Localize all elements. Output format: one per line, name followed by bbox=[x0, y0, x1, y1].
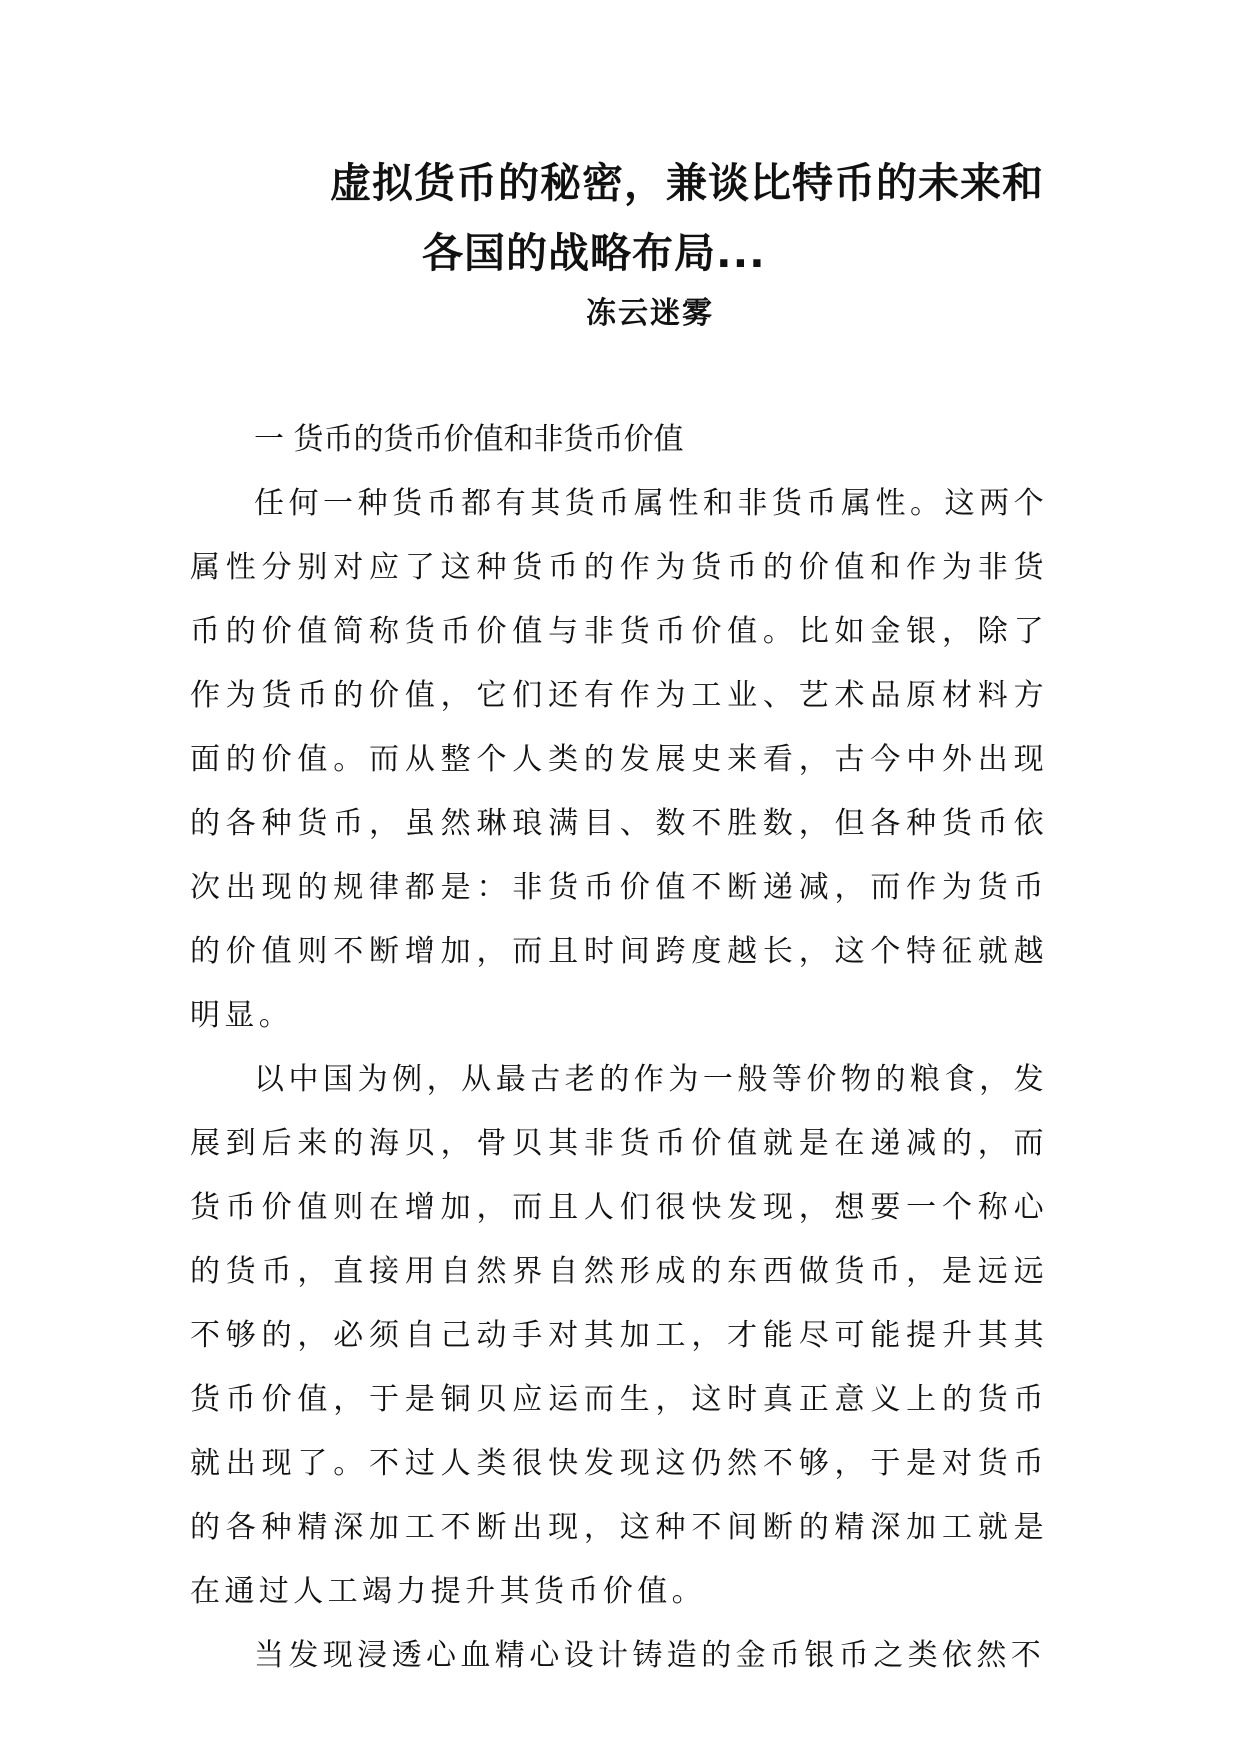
section-heading: 一 货币的货币价值和非货币价值 bbox=[254, 422, 684, 457]
title-line-1: 虚拟货币的秘密，兼谈比特币的未来和 bbox=[330, 159, 1044, 207]
document-title bbox=[190, 148, 1090, 288]
paragraph-1: 任何一种货币都有其货币属性和非货币属性。这两个属性分别对应了这种货币的作为货币的价值和作为非货币的价值简称货币价值与非货币价值。比如金银，除了作为货币的价值，它们还有作为工业、艺术品原材料方面的价值。而从整个人类的发展史来看，古今中外出现的各种货币，虽然琳琅满目、数不胜数，但各种货币依次出现的规律都是：非货币价值不断递减，而作为货币的价值则不断增加，而且时间跨度越长，这个特征就越明显。 bbox=[190, 486, 1048, 1033]
paragraph-2: 以中国为例，从最古老的作为一般等价物的粮食，发展到后来的海贝，骨贝其非货币价值就是在递减的，而货币价值则在增加，而且人们很快发现，想要一个称心的货币，直接用自然界自然形成的东西做货币，是远远不够的，必须自己动手对其加工，才能尽可能提升其其货币价值，于是铜贝应运而生，这时真正意义上的货币就出现了。不过人类很快发现这仍然不够，于是对货币的各种精深加工不断出现，这种不间断的精深加工就是在通过人工竭力提升其货币价值。 bbox=[190, 1062, 1048, 1609]
paragraph-3: 当发现浸透心血精心设计铸造的金币银币之类依然不 bbox=[254, 1638, 1046, 1673]
body-text bbox=[190, 408, 1048, 1688]
author-name: 冻云迷雾 bbox=[586, 296, 714, 331]
title-line-2: 各国的战略布局... bbox=[422, 229, 766, 277]
